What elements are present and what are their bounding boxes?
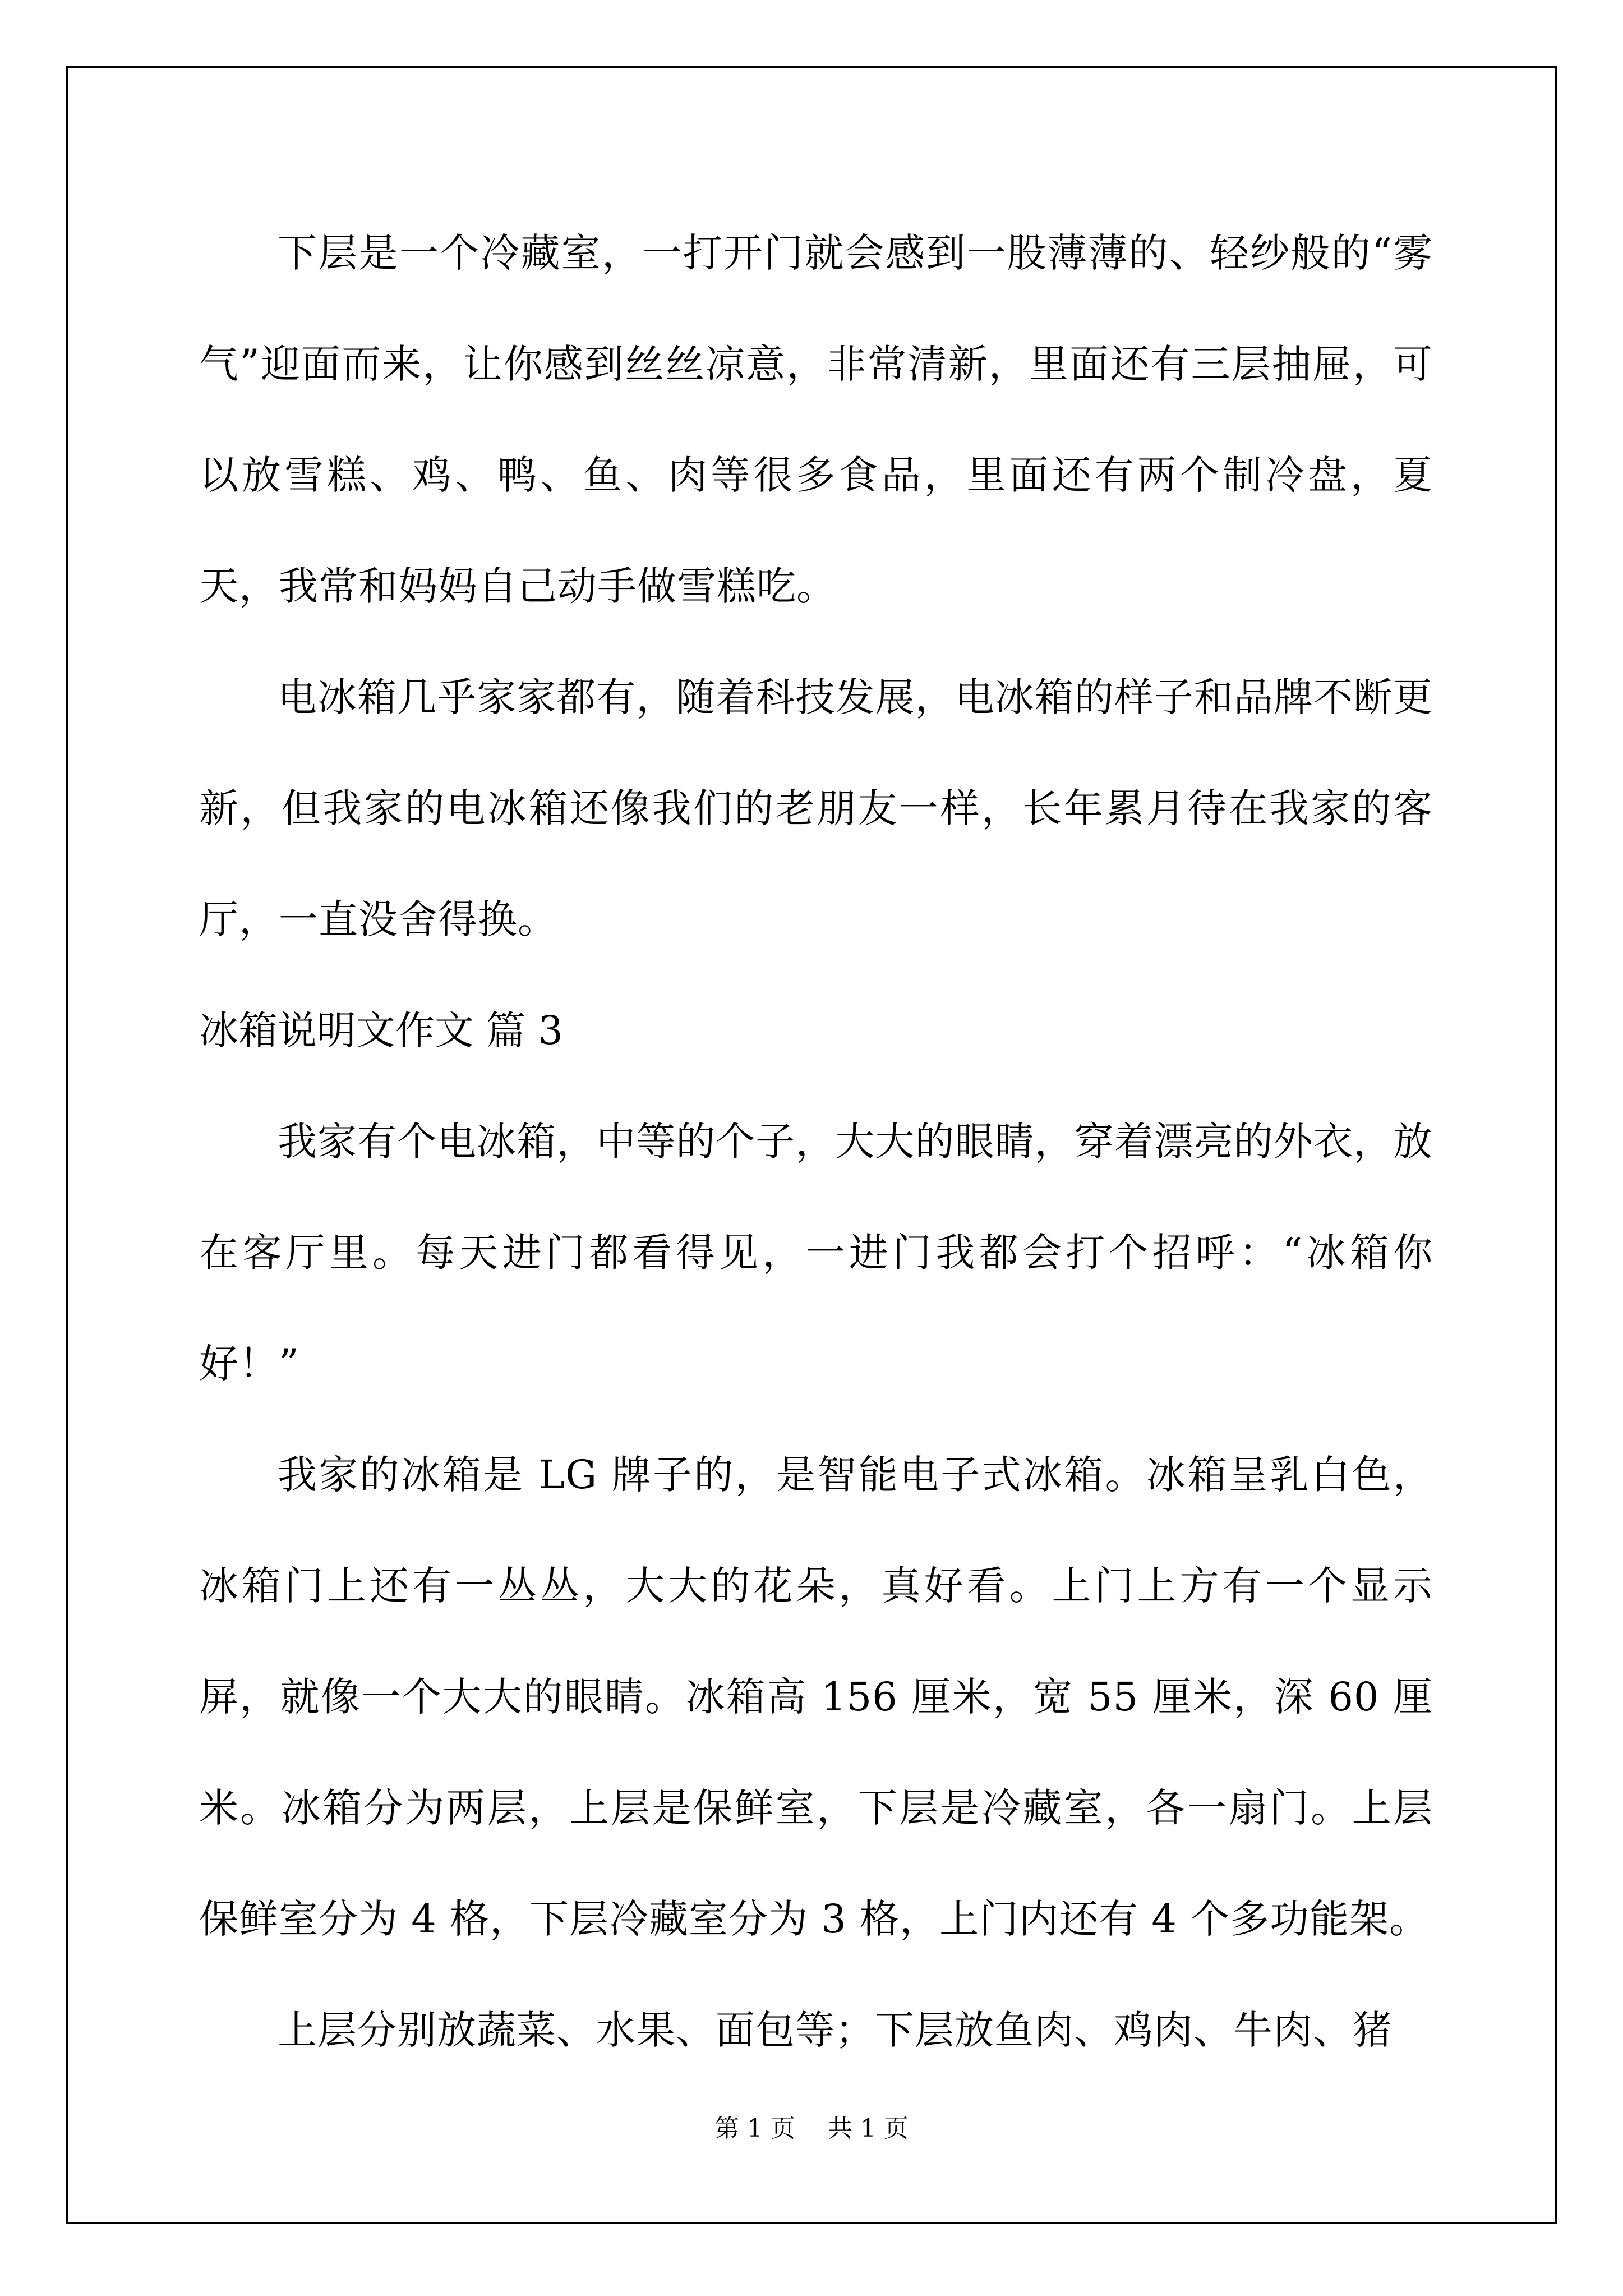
paragraph-1: 下层是一个冷藏室，一打开门就会感到一股薄薄的、轻纱般的“雾气”迎面而来，让你感到丝丝凉意，非常清新，里面还有三层抽屉，可以放雪糕、鸡、鸭、鱼、肉等很多食品，里面还有两个制冷盘，夏天，我常和妈妈自己动手做雪糕吃。 [199, 230, 1433, 609]
document-body [199, 197, 1433, 2086]
paragraph-3: 我家有个电冰箱，中等的个子，大大的眼睛，穿着漂亮的外衣，放在客厅里。每天进门都看得见，一进门我都会打个招呼：“冰箱你好！” [199, 1119, 1433, 1387]
paragraph-5: 上层分别放蔬菜、水果、面包等；下层放鱼肉、鸡肉、牛肉、猪 [278, 2007, 1393, 2053]
page-footer [0, 2108, 1623, 2144]
paragraph-4: 我家的冰箱是 LG 牌子的，是智能电子式冰箱。冰箱呈乳白色，冰箱门上还有一丛丛，大大的花朵，真好看。上门上方有一个显示屏，就像一个大大的眼睛。冰箱高 156 厘米，宽 55 厘米，深 60 厘米。冰箱分为两层，上层是保鲜室，下层是冷藏室，各一扇门。上层保鲜室分为 4 格，下层冷藏室分为 3 格，上门内还有 4 个多功能架。 [199, 1452, 1433, 1942]
page-count: 共 1 页 [828, 2114, 909, 2143]
page-number: 第 1 页 [714, 2114, 795, 2143]
paragraph-2: 电冰箱几乎家家都有，随着科技发展，电冰箱的样子和品牌不断更新，但我家的电冰箱还像我们的老朋友一样，长年累月待在我家的客厅，一直没舍得换。 [199, 674, 1433, 942]
section-heading: 冰箱说明文作文 篇 3 [199, 1007, 564, 1053]
